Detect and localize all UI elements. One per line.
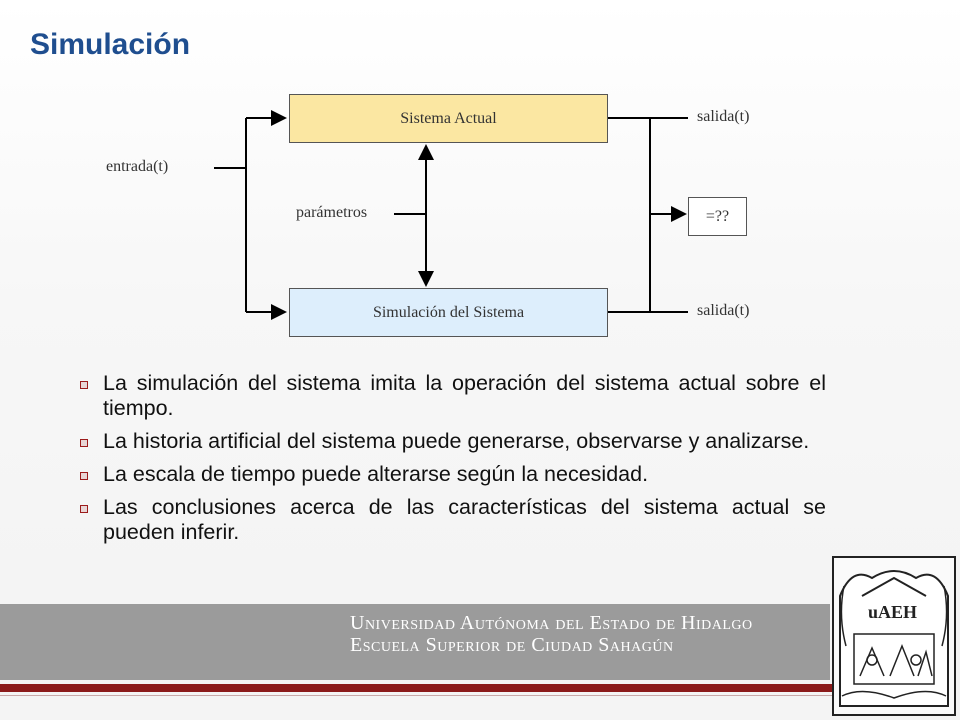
input-label: entrada(t): [106, 158, 169, 175]
square-bullet-icon: [80, 472, 88, 480]
footer-school: Escuela Superior de Ciudad Sahagún: [350, 634, 674, 656]
square-bullet-icon: [80, 381, 88, 389]
square-bullet-icon: [80, 505, 88, 513]
output-top-label: salida(t): [697, 108, 750, 125]
footer-red-stripe: [0, 684, 840, 692]
bullet-text: La historia artificial del sistema puede generarse, observarse y analizarse.: [103, 429, 810, 453]
bullet-text: Las conclusiones acerca de las características del sistema actual se pueden inferir.: [103, 495, 826, 544]
simulacion-sistema-box: Simulación del Sistema: [289, 288, 608, 337]
output-bottom-label: salida(t): [697, 302, 750, 319]
bullet-text: La simulación del sistema imita la operación del sistema actual sobre el tiempo.: [103, 371, 826, 420]
svg-text:uAEH: uAEH: [868, 602, 918, 622]
bullet-item: [78, 495, 826, 545]
uaeh-seal-logo: [832, 556, 956, 716]
bullet-list: [78, 371, 826, 553]
params-label: parámetros: [296, 204, 368, 221]
bullet-item: [78, 371, 826, 421]
bullet-text: La escala de tiempo puede alterarse según la necesidad.: [103, 462, 649, 486]
sistema-actual-box: Sistema Actual: [289, 94, 608, 143]
slide-title: Simulación: [30, 28, 191, 61]
bullet-item: [78, 462, 826, 487]
compare-box: =??: [688, 197, 747, 236]
footer-thin-line: [0, 695, 840, 696]
bullet-item: [78, 429, 826, 454]
footer-university: Universidad Autónoma del Estado de Hidalgo: [350, 612, 753, 634]
square-bullet-icon: [80, 439, 88, 447]
